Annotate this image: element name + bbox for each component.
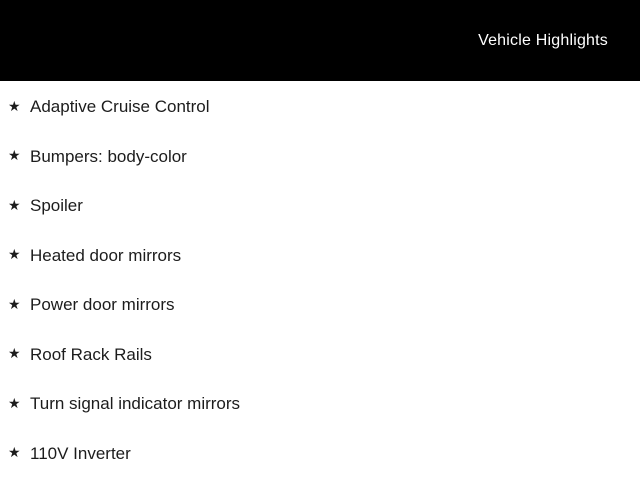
list-item	[0, 429, 640, 479]
list-item-label: Bumpers: body-color	[30, 146, 187, 166]
star-icon: ★	[8, 196, 21, 213]
star-icon: ★	[8, 246, 21, 263]
highlights-list	[0, 81, 640, 480]
star-icon: ★	[8, 97, 21, 114]
list-item	[0, 132, 640, 182]
star-icon: ★	[8, 444, 21, 461]
page-title: Vehicle Highlights	[478, 31, 608, 49]
list-item	[0, 330, 640, 380]
list-item-label: Roof Rack Rails	[30, 344, 152, 364]
star-icon: ★	[8, 147, 21, 164]
list-item-label: Adaptive Cruise Control	[30, 97, 210, 117]
list-item-label: Turn signal indicator mirrors	[30, 394, 241, 414]
list-item	[0, 280, 640, 330]
list-item	[0, 82, 640, 132]
list-item	[0, 181, 640, 231]
star-icon: ★	[8, 394, 21, 411]
vehicle-highlights-header	[0, 0, 640, 81]
list-item-label: Spoiler	[30, 196, 83, 216]
star-icon: ★	[8, 295, 21, 312]
star-icon: ★	[8, 345, 21, 362]
list-item-label: 110V Inverter	[30, 443, 131, 463]
list-item	[0, 379, 640, 429]
list-item-label: Heated door mirrors	[30, 245, 182, 265]
list-item-label: Power door mirrors	[30, 295, 175, 315]
list-item	[0, 231, 640, 281]
